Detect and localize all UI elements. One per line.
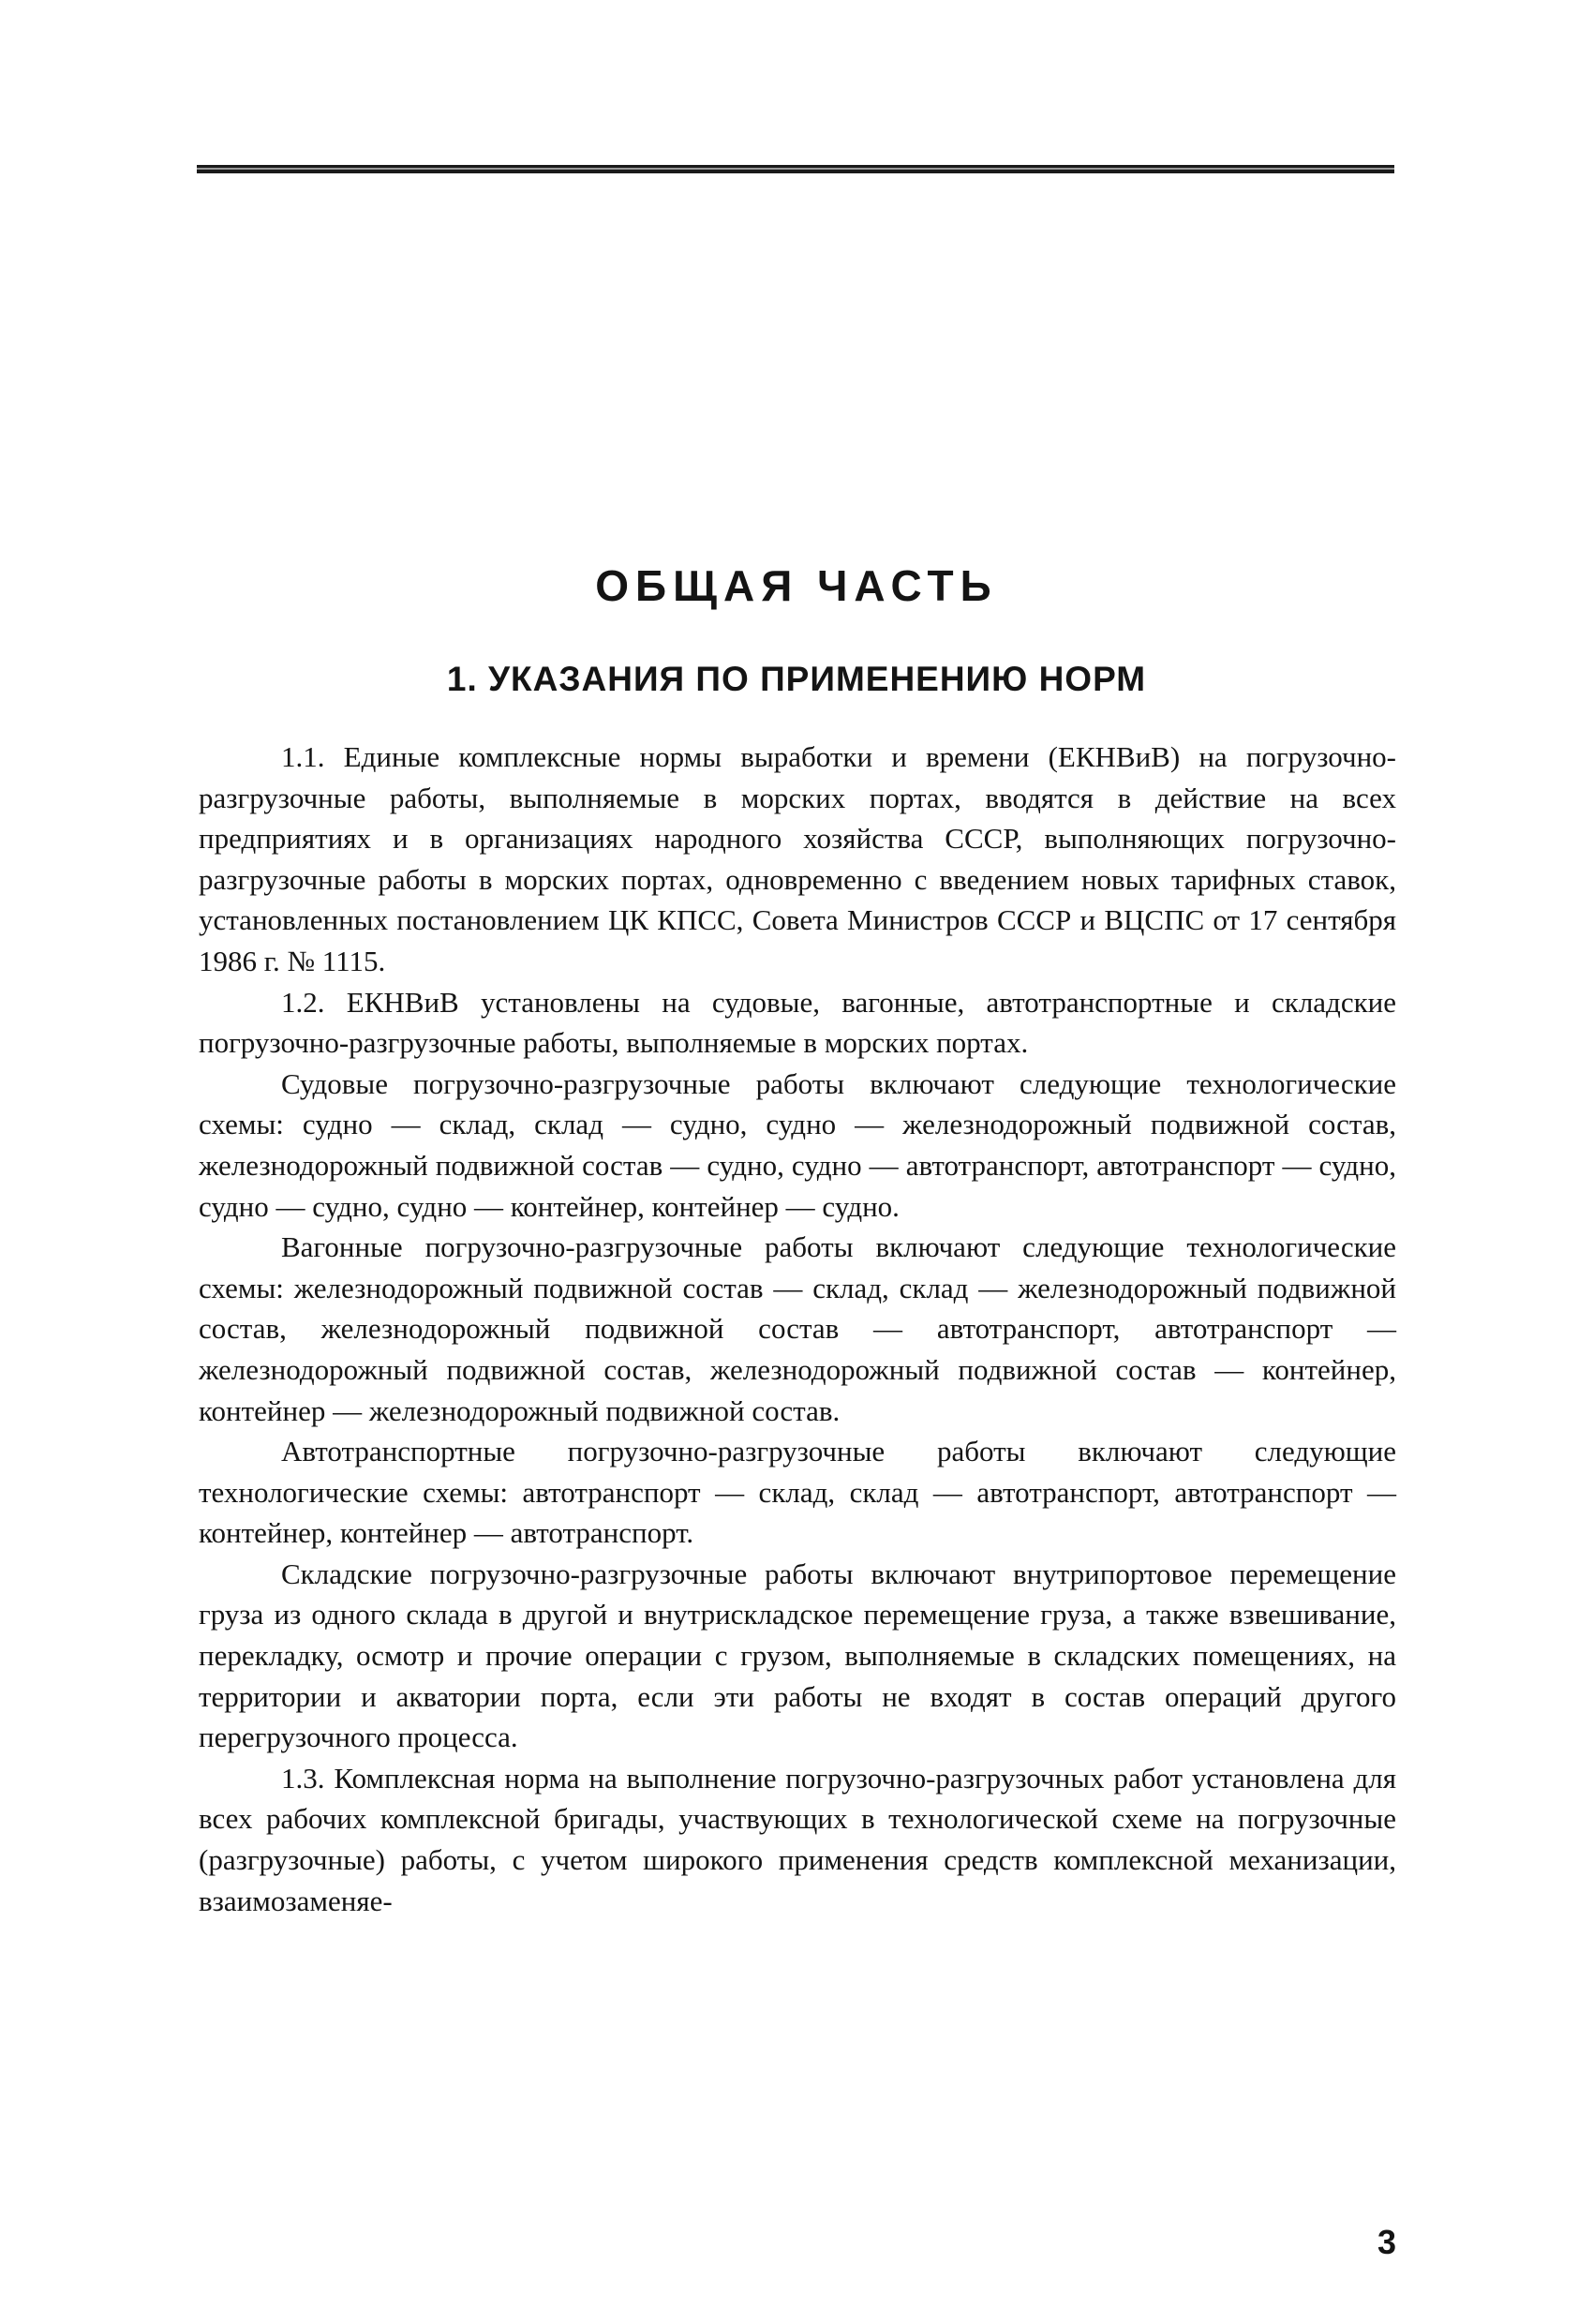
paragraph-1-1: 1.1. Единые комплексные нормы выработки и времени (ЕКНВиВ) на погрузочно-разгрузочные работы, выполняемые в морских портах, вводятся в действие на всех предприятиях и в организациях народного хозяйства СССР, выполняющих погрузочно-разгрузочные работы в морских портах, одновременно с введением новых тарифных ставок, установленных постановлением ЦК КПСС, Совета Министров СССР и ВЦСПС от 17 сентября 1986 г. № 1115. (199, 740, 1396, 977)
paragraph-1-3: 1.3. Комплексная норма на выполнение погрузочно-разгрузочных работ установлена для всех рабочих комплексной бригады, участвующих в технологической схеме на погрузочные (разгрузочные) работы, с учетом широкого применения средств комплексной механизации, взаимозаменяе- (199, 1761, 1396, 1917)
section-title: 1. УКАЗАНИЯ ПО ПРИМЕНЕНИЮ НОРМ (446, 660, 1147, 698)
paragraph-ship-works: Судовые погрузочно-разгрузочные работы включают следующие технологические схемы: судно — склад, склад — судно, судно — железнодорожный подвижной состав, железнодорожный подвижной состав — судно, судно — автотранспорт, автотранспорт — судно, судно — судно, судно — контейнер, контейнер — судно. (199, 1066, 1396, 1223)
page-number: 3 (1377, 2223, 1396, 2261)
body-text (199, 737, 1396, 1921)
paragraph-auto-works: Автотранспортные погрузочно-разгрузочные работы включают следующие технологические схемы: автотранспорт — склад, склад — автотранспорт, автотранспорт — контейнер, контейнер — автотранспорт. (199, 1435, 1396, 1550)
paragraph-1-2: 1.2. ЕКНВиВ установлены на судовые, вагонные, автотранспортные и складские погрузочно-разгрузочные работы, выполняемые в морских портах. (199, 985, 1396, 1060)
document-title: ОБЩАЯ ЧАСТЬ (595, 561, 998, 610)
paragraph-wagon-works: Вагонные погрузочно-разгрузочные работы включают следующие технологические схемы: железнодорожный подвижной состав — склад, склад — железнодорожный подвижной состав, железнодорожный подвижной состав — автотранспорт, автотранспорт — железнодорожный подвижной состав, железнодорожный подвижной состав — контейнер, контейнер — железнодорожный подвижной состав. (199, 1230, 1396, 1427)
header-rule (197, 165, 1394, 173)
paragraph-warehouse-works: Складские погрузочно-разгрузочные работы включают внутрипортовое перемещение груза из одного склада в другой и внутрискладское перемещение груза, а также взвешивание, перекладку, осмотр и прочие операции с грузом, выполняемые в складских помещениях, на территории и акватории порта, если эти работы не входят в состав операций другого перегрузочного процесса. (199, 1557, 1396, 1754)
